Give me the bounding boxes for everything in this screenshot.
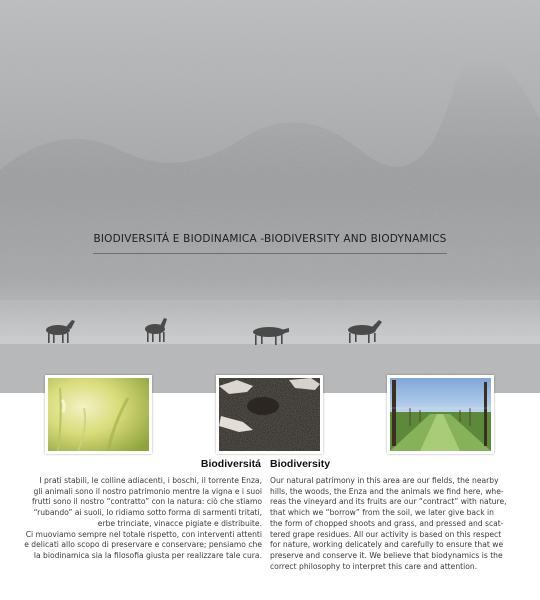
title-divider xyxy=(93,253,447,254)
text-line: gli animali sono il nostro patrimonio mentre la vigna e i suoi xyxy=(33,486,262,496)
text-line: for nature, working delicately and carefully to ensure that we xyxy=(270,540,504,550)
text-line: the form of chopped shoots and grass, and pressed and scat- xyxy=(270,518,504,528)
text-line: erbe trinciate, vinacce pigiate e distribuite. xyxy=(97,518,262,528)
english-text-column xyxy=(270,476,518,572)
text-line: hills, the woods, the Enza and the animals we find here, whe- xyxy=(270,486,504,496)
text-line: Our natural patrimony in this area are our fields, the nearby xyxy=(270,476,499,485)
text-line: reas the vineyard and its fruits are our “contract” with nature, xyxy=(270,497,507,507)
text-line: “rubando” ai suoli, lo ridiamo sotto forma di sarmenti tritati, xyxy=(33,508,262,518)
grass-closeup-thumbnail xyxy=(45,375,152,454)
text-line: correct philosophy to interpret this care and attention. xyxy=(270,561,478,571)
text-line: frutti sono il nostro “contratto” con la natura: ciò che stiamo xyxy=(32,497,262,507)
vineyard-thumbnail xyxy=(387,375,494,454)
text-line: preserve and conserve it. We believe that biodynamics is the xyxy=(270,550,503,560)
heading-italian: Biodiversitá xyxy=(200,458,261,470)
text-line: e delicati allo scopo di preservare e conservare; pensiamo che xyxy=(24,540,262,550)
text-line: la biodinamica sia la filosofia giusta per realizzare tale cura. xyxy=(33,550,262,560)
heading-english: Biodiversity xyxy=(270,458,331,470)
italian-text-column xyxy=(14,476,262,562)
text-line: that which we “borrow” from the soil, we later give back in xyxy=(270,508,494,518)
soil-in-hands-thumbnail xyxy=(216,375,323,454)
text-line: I prati stabili, le colline adiacenti, i boschi, il torrente Enza, xyxy=(39,476,262,485)
text-line: Ci muoviamo sempre nel totale rispetto, con interventi attenti xyxy=(25,529,262,539)
text-line: tered grape residues. All our activity is based on this respect xyxy=(270,529,502,539)
page-title: BIODIVERSITÁ E BIODINAMICA -BIODIVERSITY AND BIODYNAMICS xyxy=(93,233,447,245)
